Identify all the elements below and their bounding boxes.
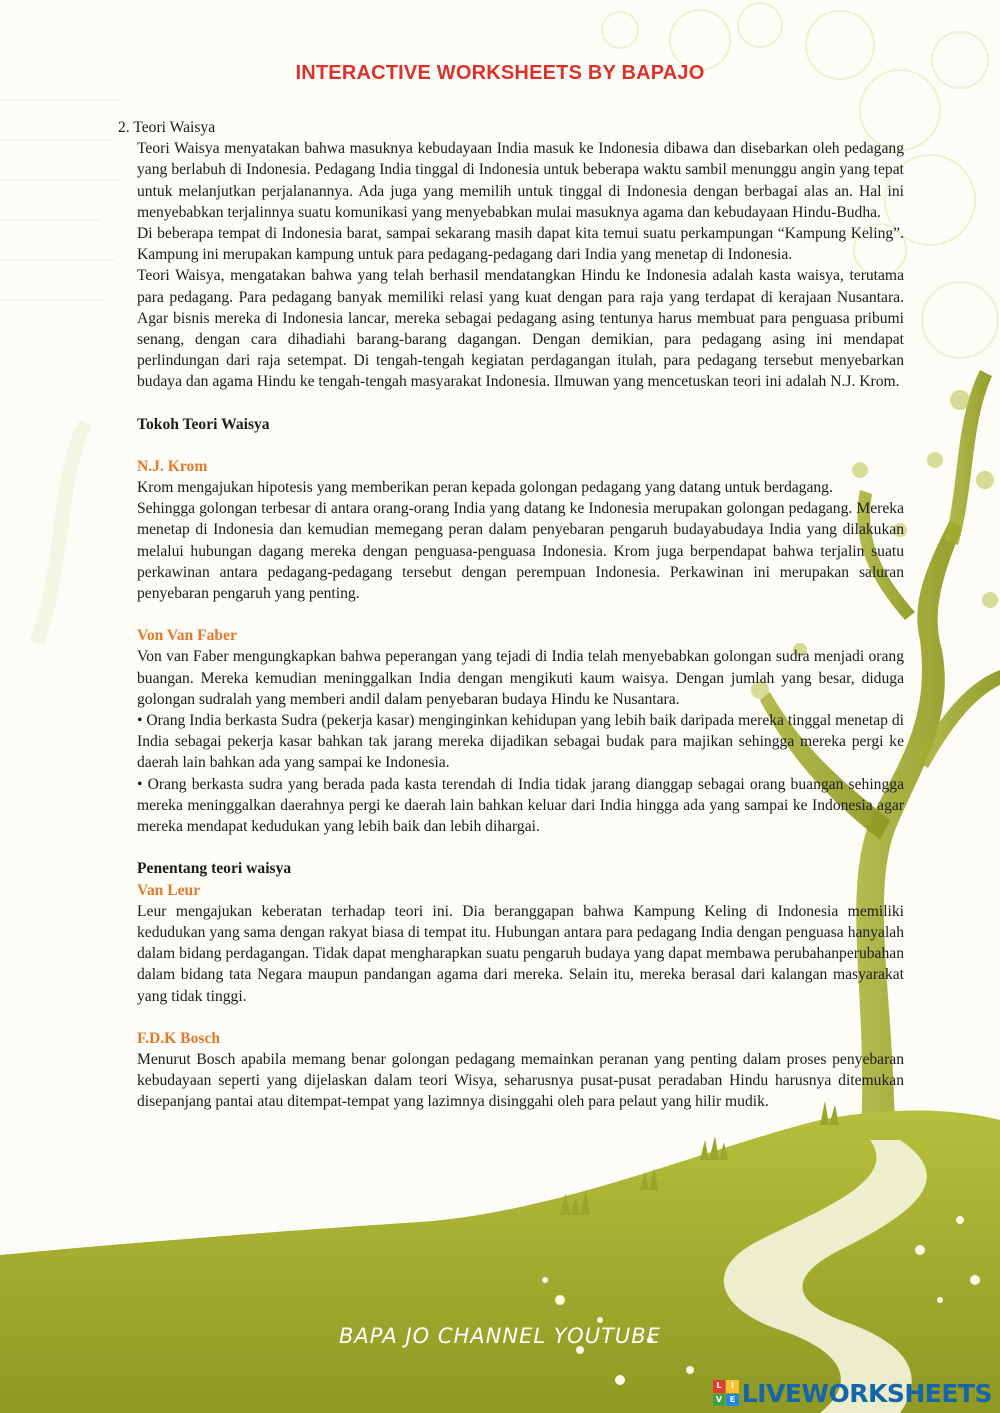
liveworksheets-logo[interactable] xyxy=(713,1378,992,1408)
name-leur: Van Leur xyxy=(137,881,201,899)
liveworksheets-logo-icon: L I V E xyxy=(713,1380,739,1406)
heading-penentang: Penentang teori waisya xyxy=(137,860,292,878)
paragraph-kampung-keling: Di beberapa tempat di Indonesia barat, sampai sekarang masih dapat kita temui suatu perkampungan “Kampung Keling”. Kampung ini merupakan kampung untuk para pedagang-pedagang dari India yang menetap di Indonesia. xyxy=(137,225,904,264)
krom-paragraph-2: Sehingga golongan terbesar di antara orang-orang India yang datang ke Indonesia merupakan golongan pedagang. Mereka menetap di Indonesia dan kemudian memegang peran dalam penyebaran pengaruh budayabudaya India yang dilakukan melalui hubungan dagang mereka dengan penguasa-penguasa Indonesia. Krom juga berpendapat bahwa terjalin suatu perkawinan antara pedagang-pedagang tersebut dengan perempuan Indonesia. Perkawinan ini merupakan saluran penyebaran pengaruh yang penting. xyxy=(137,500,904,603)
name-faber: Von Van Faber xyxy=(137,627,237,645)
paragraph-intro: Teori Waisya menyatakan bahwa masuknya kebudayaan India masuk ke Indonesia dibawa dan disebarkan oleh pedagang yang berlabuh di Indonesia. Pedagang India tinggal di Indonesia untuk beberapa waktu sambil menunggu angin yang tepat untuk melanjutkan perjalanannya. Ada juga yang memilih untuk tinggal di Indonesia dengan berbagai alas an. Hal ini menyebabkan terjalinnya suatu komunikasi yang menyebabkan mulai masuknya agama dan kebudayaan Hindu-Budha. xyxy=(137,140,904,221)
faber-paragraph-1: Von van Faber mengungkapkan bahwa peperangan yang tejadi di India telah menyebabkan golongan sudra menjadi orang buangan. Mereka kemudian meninggalkan India dengan mengikuti kaum waisya. Dengan jumlah yang besar, diduga golongan sudralah yang memberi andil dalam penyebaran budaya Hindu ke Nusantara. xyxy=(137,648,904,708)
paragraph-teori-waisya: Teori Waisya, mengatakan bahwa yang telah berhasil mendatangkan Hindu ke Indonesia adalah kasta waisya, terutama para pedagang. Para pedagang banyak memiliki relasi yang kuat dengan para raja yang terdapat di kerajaan Nusantara. Agar bisnis mereka di Indonesia lancar, mereka sebagai pedagang asing tentunya harus membuat para penguasa pribumi senang, dengan cara dihadiahi barang-barang dagangan. Dengan demikian, para pedagang asing ini mendapat perlindungan dari raja setempat. Di tengah-tengah kegiatan perdagangan itulah, para pedagang tersebut menyebarkan budaya dan agama Hindu ke tengah-tengah masyarakat Indonesia. Ilmuwan yang mencetuskan teori ini adalah N.J. Krom. xyxy=(137,267,904,391)
faber-bullet-2: • Orang berkasta sudra yang berada pada kasta terendah di India tidak jarang dianggap sebagai orang buangan sehingga mereka meninggalkan daerahnya pergi ke daerah lain bahkan keluar dari India hingga ada yang sampai ke Indonesia agar mereka mendapat kedudukan yang lebih baik dan lebih dihargai. xyxy=(137,775,904,836)
name-krom: N.J. Krom xyxy=(137,457,208,475)
leur-paragraph-1: Leur mengajukan keberatan terhadap teori ini. Dia beranggapan bahwa Kampung Keling di Indonesia memiliki kedudukan yang sama dengan rakyat biasa di tempat itu. Hubungan antara para pedagang India dengan penguasa hanyalah dalam bidang perdagangan. Tidak dapat mengharapkan suatu pengaruh budaya yang dapat membawa perubahanperubahan dalam bidang tata Negara maupun pandangan agama dari mereka. Selain itu, mereka berasal dari kalangan masyarakat yang tidak tinggi. xyxy=(137,902,904,1005)
faber-bullet-1: • Orang India berkasta Sudra (pekerja kasar) menginginkan kehidupan yang lebih baik daripada mereka tinggal menetap di India sebagai pekerja kasar bahkan tak jarang mereka dijadikan sebagai budak para majikan sehingga mereka pergi ke daerah lain bahkan ada yang sampai ke Indonesia. xyxy=(137,712,904,772)
document-body xyxy=(118,117,904,1113)
name-bosch: F.D.K Bosch xyxy=(137,1029,221,1047)
krom-paragraph-1: Krom mengajukan hipotesis yang memberikan peran kepada golongan pedagang yang datang untuk berdagang. xyxy=(137,479,833,497)
liveworksheets-logo-text: LIVEWORKSHEETS xyxy=(741,1378,992,1408)
worksheet-header-title: INTERACTIVE WORKSHEETS BY BAPAJO xyxy=(295,62,705,84)
heading-tokoh: Tokoh Teori Waisya xyxy=(137,415,270,433)
section-title: 2. Teori Waisya xyxy=(118,119,216,136)
footer-channel-text: BAPA JO CHANNEL YOUTUBE xyxy=(339,1324,661,1348)
bosch-paragraph-1: Menurut Bosch apabila memang benar golongan pedagang memainkan peranan yang penting dalam proses penyebaran kebudayaan seperti yang dijelaskan dalam teori Wisya, seharusnya pusat-pusat peradaban Hindu harusnya ditemukan disepanjang pantai atau ditempat-tempat yang lazimnya disinggahi oleh para pelaut yang hilir mudik. xyxy=(137,1050,904,1111)
